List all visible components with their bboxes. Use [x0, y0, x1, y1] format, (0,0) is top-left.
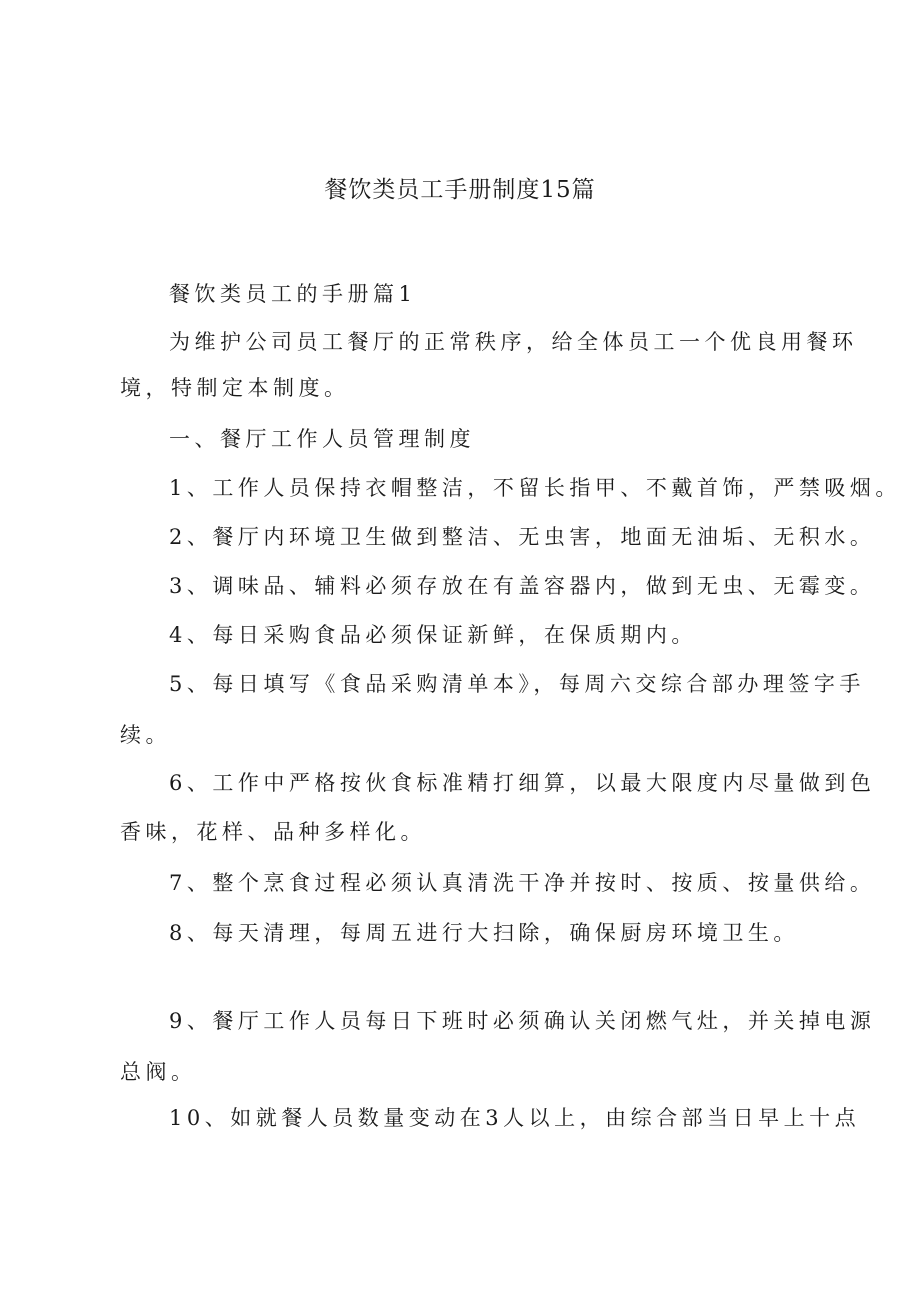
list-item-9-line-2: 总阀。 [120, 1060, 197, 1084]
document-title: 餐饮类员工手册制度15篇 [324, 177, 596, 203]
list-item-1: 1、工作人员保持衣帽整洁，不留长指甲、不戴首饰，严禁吸烟。 [169, 476, 901, 500]
list-item-5-line-2: 续。 [120, 723, 171, 747]
intro-paragraph-line-1: 为维护公司员工餐厅的正常秩序，给全体员工一个优良用餐环 [169, 330, 858, 354]
list-item-6-line-1: 6、工作中严格按伙食标准精打细算，以最大限度内尽量做到色 [169, 771, 876, 795]
list-item-9-line-1: 9、餐厅工作人员每日下班时必须确认关闭燃气灶，并关掉电源 [169, 1009, 876, 1033]
subheading: 一、餐厅工作人员管理制度 [169, 427, 475, 451]
section-heading: 餐饮类员工的手册篇1 [169, 282, 417, 306]
list-item-2: 2、餐厅内环境卫生做到整洁、无虫害，地面无油垢、无积水。 [169, 525, 876, 549]
list-item-7: 7、整个烹食过程必须认真清洗干净并按时、按质、按量供给。 [169, 871, 876, 895]
list-item-8: 8、每天清理，每周五进行大扫除，确保厨房环境卫生。 [169, 921, 799, 945]
list-item-3: 3、调味品、辅料必须存放在有盖容器内，做到无虫、无霉变。 [169, 574, 876, 598]
list-item-6-line-2: 香味，花样、品种多样化。 [120, 820, 426, 844]
list-item-10: 10、如就餐人员数量变动在3人以上，由综合部当日早上十点 [169, 1106, 861, 1130]
intro-paragraph-line-2: 境，特制定本制度。 [120, 376, 350, 400]
list-item-5-line-1: 5、每日填写《食品采购清单本》，每周六交综合部办理签字手 [169, 672, 865, 696]
list-item-4: 4、每日采购食品必须保证新鲜，在保质期内。 [169, 623, 697, 647]
